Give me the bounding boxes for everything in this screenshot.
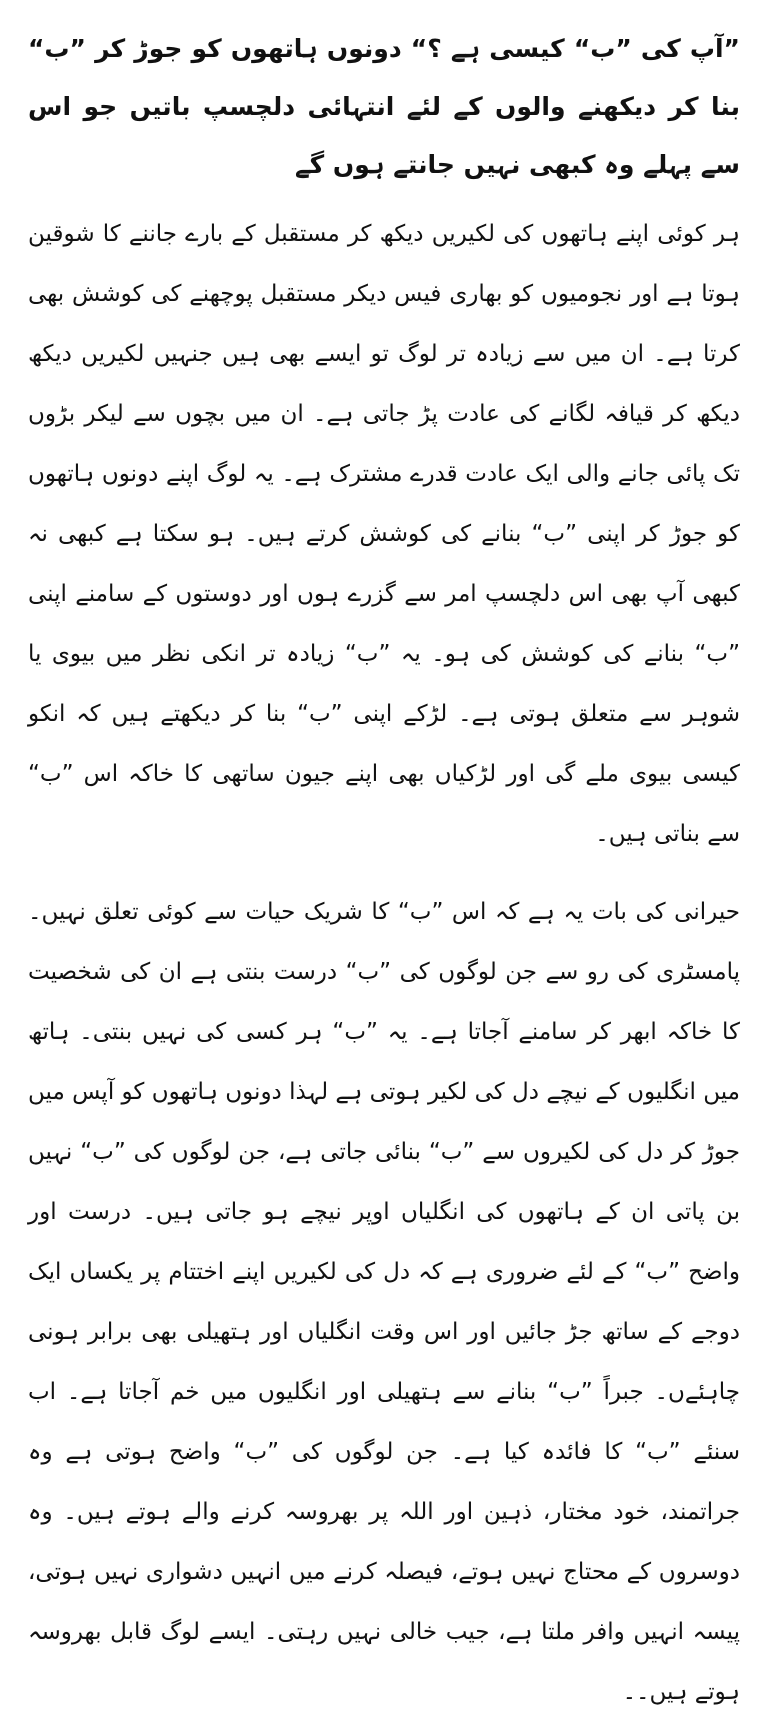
article-paragraph-1: ہر کوئی اپنے ہاتھوں کی لکیریں دیکھ کر مستقبل کے بارے جاننے کا شوقین ہوتا ہے اور نجومیوں کو بھاری فیس دیکر مستقبل پوچھنے کی کوشش بھی کرتا ہے۔ ان میں سے زیادہ تر لوگ تو ایسے بھی ہیں جنہیں لکیریں دیکھ دیکھ کر قیافہ لگانے کی عادت پڑ جاتی ہے۔ ان میں بچوں سے لیکر بڑوں تک پائی جانے والی ایک عادت قدرے مشترک ہے۔ یہ لوگ اپنے دونوں ہاتھوں کو جوڑ کر اپنی ”ب“ بنانے کی کوشش کرتے ہیں۔ ہو سکتا ہے کبھی نہ کبھی آپ بھی اس دلچسپ امر سے گزرے ہوں اور دوستوں کے سامنے اپنی ”ب“ بنانے کی کوشش کی ہو۔ یہ ”ب“ زیادہ تر انکی نظر میں بیوی یا شوہر سے متعلق ہوتی ہے۔ لڑکے اپنی ”ب“ بنا کر دیکھتے ہیں کہ انکو کیسی بیوی ملے گی اور لڑکیاں بھی اپنے جیون ساتھی کا خاکہ اس ”ب“ سے بناتی ہیں۔ <box>28 221 740 847</box>
article-paragraph-2: حیرانی کی بات یہ ہے کہ اس ”ب“ کا شریک حیات سے کوئی تعلق نہیں۔ پامسٹری کی رو سے جن لوگوں کی ”ب“ درست بنتی ہے ان کی شخصیت کا خاکہ ابھر کر سامنے آجاتا ہے۔ یہ ”ب“ ہر کسی کی نہیں بنتی۔ ہاتھ میں انگلیوں کے نیچے دل کی لکیر ہوتی ہے لہذا دونوں ہاتھوں کو آپس میں جوڑ کر دل کی لکیروں سے ”ب“ بنائی جاتی ہے، جن لوگوں کی ”ب“ نہیں بن پاتی ان کے ہاتھوں کی انگلیاں اوپر نیچے ہو جاتی ہیں۔ درست اور واضح ”ب“ کے لئے ضروری ہے کہ دل کی لکیریں اپنے اختتام پر یکساں ایک دوجے کے ساتھ جڑ جائیں اور اس وقت انگلیاں اور ہتھیلی بھی برابر ہونی چاہئےں۔ جبراً ”ب“ بنانے سے ہتھیلی اور انگلیوں میں خم آجاتا ہے۔ اب سنئے ”ب“ کا فائدہ کیا ہے۔ جن لوگوں کی ”ب“ واضح ہوتی ہے وہ جراتمند، خود مختار، ذہین اور اللہ پر بھروسہ کرنے والے ہوتے ہیں۔ وہ دوسروں کے محتاج نہیں ہوتے، فیصلہ کرنے میں انہیں دشواری نہیں ہوتی، پیسہ انہیں وافر ملتا ہے، جیب خالی نہیں رہتی۔ ایسے لوگ قابل بھروسہ ہوتے ہیں۔۔ <box>28 899 740 1705</box>
article-title: ”آپ کی ”ب“ کیسی ہے ؟“ دونوں ہاتھوں کو جوڑ کر ”ب“ بنا کر دیکھنے والوں کے لئے انتہائی دلچسپ باتیں جو اس سے پہلے وہ کبھی نہیں جانتے ہوں گے <box>28 34 740 179</box>
